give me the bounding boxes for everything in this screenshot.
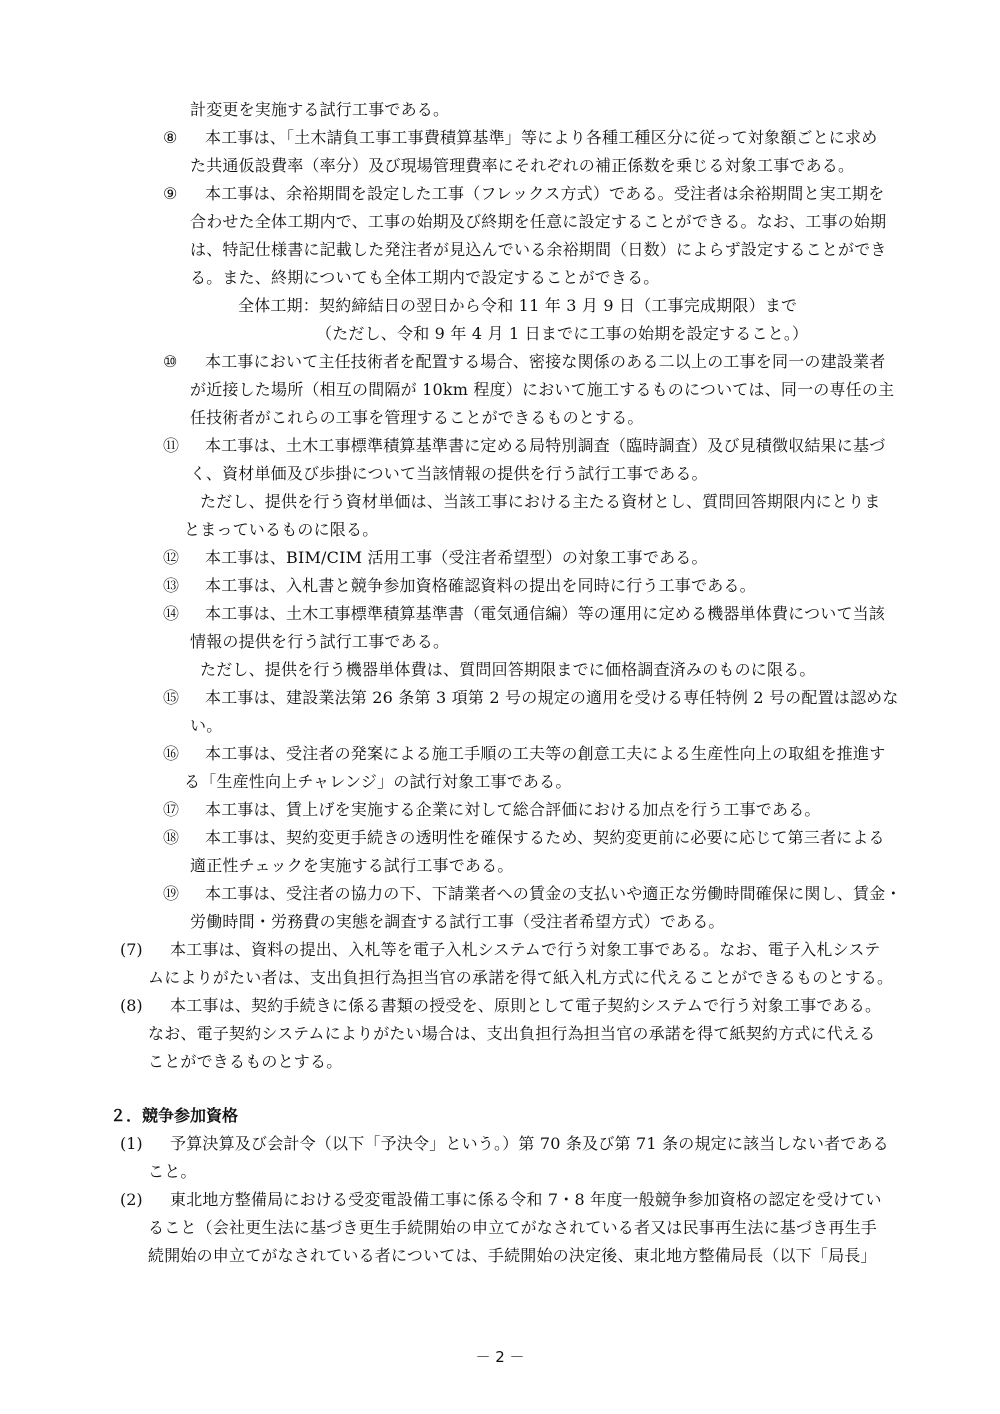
item-number: ⑪ [163, 436, 180, 455]
text-line: こと。 [148, 1162, 197, 1181]
item-number: ⑲ [163, 884, 180, 903]
item-number: ⑭ [163, 604, 180, 623]
text-line: 本工事は、余裕期間を設定した工事（フレックス方式）である。受注者は余裕期間と実工期を [205, 184, 885, 203]
text-line: 本工事は、受注者の発案による施工手順の工夫等の創意工夫による生産性向上の取組を推進す [205, 744, 886, 763]
paragraph-number: (7) [120, 940, 143, 959]
text-line: 本工事は、建設業法第 26 条第 3 項第 2 号の規定の適用を受ける専任特例 2 号の配置は認めな [205, 688, 899, 707]
text-line: 情報の提供を行う試行工事である。 [190, 632, 450, 651]
text-line: ことができるものとする。 [148, 1052, 343, 1071]
text-line: ムによりがたい者は、支出負担行為担当官の承諾を得て紙入札方式に代えることができるものとする。 [148, 968, 894, 987]
text-line: る「生産性向上チャレンジ」の試行対象工事である。 [184, 772, 572, 791]
text-line: 本工事は、受注者の協力の下、下請業者への賃金の支払いや適正な労働時間確保に関し、賃金・ [205, 884, 902, 903]
item-number: ⑧ [163, 128, 178, 147]
item-number: ⑫ [163, 548, 180, 567]
text-line: ただし、提供を行う資材単価は、当該工事における主たる資材とし、質問回答期限内にとりま [200, 492, 881, 511]
text-line: 本工事において主任技術者を配置する場合、密接な関係のある二以上の工事を同一の建設業者 [205, 352, 886, 371]
item-number: ⑬ [163, 576, 180, 595]
text-line: が近接した場所（相互の間隔が 10km 程度）において施工するものについては、同一の専任の主 [190, 380, 895, 399]
text-line: は、特記仕様書に記載した発注者が見込んでいる余裕期間（日数）によらず設定することができ [190, 240, 887, 259]
text-line: 任技術者がこれらの工事を管理することができるものとする。 [190, 408, 644, 427]
text-line: 本工事は、「土木請負工事工事費積算基準」等により各種工種区分に従って対象額ごとに求め [205, 128, 878, 147]
text-line: 予算決算及び会計令（以下「予決令」という。）第 70 条及び第 71 条の規定に該当しない者である [170, 1134, 889, 1153]
text-line: 労働時間・労務費の実態を調査する試行工事（受注者希望方式）である。 [190, 912, 725, 931]
item-number: ⑮ [163, 688, 180, 707]
text-line: 本工事は、契約変更手続きの透明性を確保するため、契約変更前に必要に応じて第三者による [205, 828, 885, 847]
paragraph-number: (1) [120, 1134, 143, 1153]
item-number: ⑯ [163, 744, 180, 763]
item-number: ⑩ [163, 352, 178, 371]
page-number: － 2 － [475, 1348, 525, 1366]
text-line: 東北地方整備局における受変電設備工事に係る令和 7・8 年度一般競争参加資格の認定を受けてい [170, 1190, 882, 1209]
text-line: く、資材単価及び歩掛について当該情報の提供を行う試行工事である。 [190, 464, 708, 483]
text-line: 本工事は、土木工事標準積算基準書に定める局特別調査（臨時調査）及び見積徴収結果に基づ [205, 436, 886, 455]
text-line: 合わせた全体工期内で、工事の始期及び終期を任意に設定することができる。なお、工事の始期 [190, 212, 887, 231]
item-number: ⑨ [163, 184, 178, 203]
text-line: 本工事は、土木工事標準積算基準書（電気通信編）等の運用に定める機器単体費について当該 [205, 604, 886, 623]
text-line: とまっているものに限る。 [184, 520, 379, 539]
text-line: 本工事は、入札書と競争参加資格確認資料の提出を同時に行う工事である。 [205, 576, 756, 595]
text-line: （ただし、令和 9 年 4 月 1 日までに工事の始期を設定すること。） [316, 324, 809, 343]
text-line: ただし、提供を行う機器単体費は、質問回答期限までに価格調査済みのものに限る。 [200, 660, 816, 679]
text-line: 本工事は、賃上げを実施する企業に対して総合評価における加点を行う工事である。 [205, 800, 821, 819]
item-number: ⑰ [163, 800, 180, 819]
text-line: い。 [190, 716, 223, 735]
text-line: 本工事は、資料の提出、入札等を電子入札システムで行う対象工事である。なお、電子入札システ [170, 940, 881, 959]
section-heading: ２．競争参加資格 [110, 1106, 239, 1125]
text-line: 全体工期：契約締結日の翌日から令和 11 年 3 月 9 日（工事完成期限）まで [238, 296, 798, 315]
item-number: ⑱ [163, 828, 180, 847]
text-line: 本工事は、BIM/CIM 活用工事（受注者希望型）の対象工事である。 [205, 548, 708, 567]
text-line: なお、電子契約システムによりがたい場合は、支出負担行為担当官の承諾を得て紙契約方式に代える [148, 1024, 876, 1043]
paragraph-number: (8) [120, 996, 143, 1015]
text-line: 適正性チェックを実施する試行工事である。 [190, 856, 514, 875]
text-line: る。また、終期についても全体工期内で設定することができる。 [190, 268, 660, 287]
paragraph-number: (2) [120, 1190, 143, 1209]
text-line: た共通仮設費率（率分）及び現場管理費率にそれぞれの補正係数を乗じる対象工事である。 [190, 156, 855, 175]
text-line: ること（会社更生法に基づき更生手続開始の申立てがなされている者又は民事再生法に基づき再生手 [148, 1218, 878, 1237]
text-line: 続開始の申立てがなされている者については、手続開始の決定後、東北地方整備局長（以下「局長」 [148, 1246, 877, 1265]
text-line: 本工事は、契約手続きに係る書類の授受を、原則として電子契約システムで行う対象工事である。 [170, 996, 882, 1015]
text-line: 計変更を実施する試行工事である。 [190, 100, 450, 119]
